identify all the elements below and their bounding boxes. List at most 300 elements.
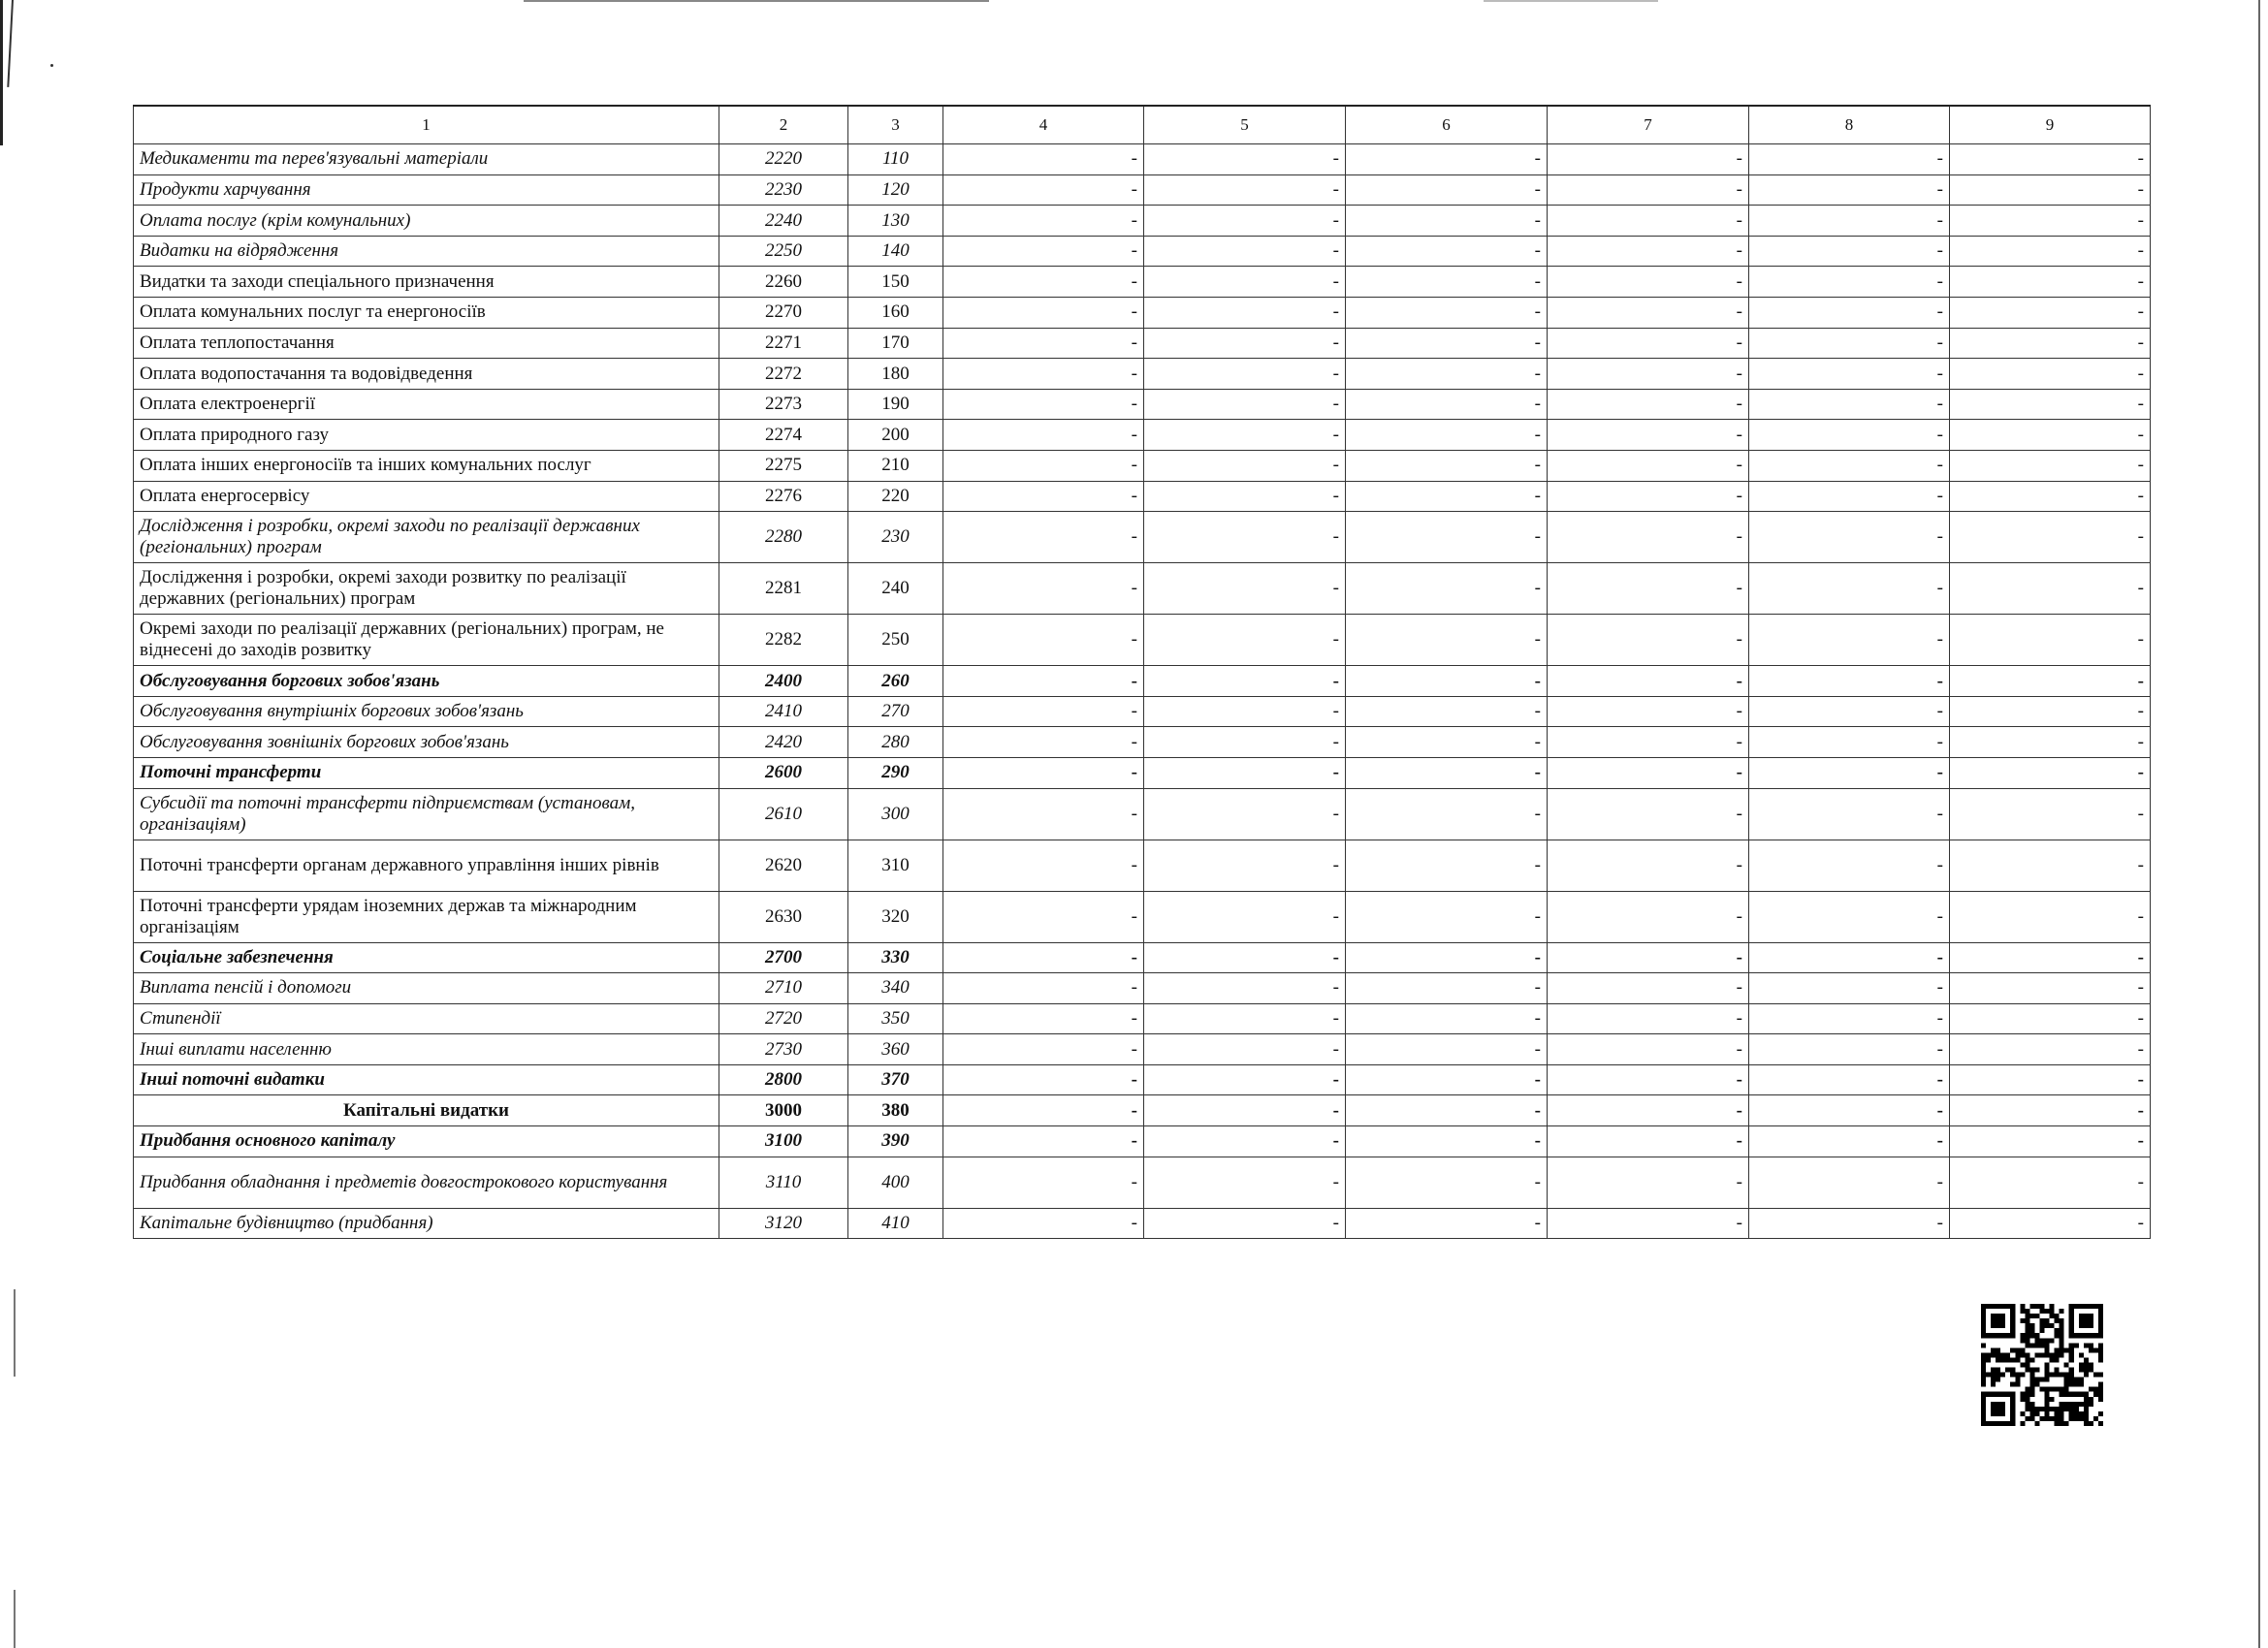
value-cell: - [1144, 615, 1346, 666]
row-code: 2270 [719, 297, 848, 328]
row-line-number: 310 [848, 840, 943, 891]
row-line-number: 340 [848, 973, 943, 1004]
value-cell: - [1144, 1208, 1346, 1239]
row-name: Дослідження і розробки, окремі заходи розвитку по реалізації державних (регіональних) програм [134, 563, 719, 615]
table-row [134, 236, 2151, 267]
row-code: 2274 [719, 420, 848, 451]
row-code: 2410 [719, 696, 848, 727]
value-cell: - [1548, 359, 1749, 390]
row-code: 2272 [719, 359, 848, 390]
row-code: 2700 [719, 942, 848, 973]
value-cell: - [1548, 840, 1749, 891]
row-line-number: 250 [848, 615, 943, 666]
value-cell: - [1950, 144, 2151, 175]
value-cell: - [1749, 840, 1950, 891]
value-cell: - [1950, 788, 2151, 840]
row-code: 2420 [719, 727, 848, 758]
value-cell: - [943, 206, 1144, 237]
value-cell: - [1144, 666, 1346, 697]
value-cell: - [1950, 420, 2151, 451]
row-name: Обслуговування зовнішніх боргових зобов'язань [134, 727, 719, 758]
scan-edge-left [0, 0, 3, 145]
table-row [134, 696, 2151, 727]
value-cell: - [1346, 942, 1548, 973]
value-cell: - [1144, 450, 1346, 481]
value-cell: - [1548, 206, 1749, 237]
table-row [134, 481, 2151, 512]
value-cell: - [1950, 174, 2151, 206]
value-cell: - [1548, 973, 1749, 1004]
value-cell: - [943, 420, 1144, 451]
value-cell: - [943, 563, 1144, 615]
value-cell: - [1346, 174, 1548, 206]
table-row [134, 1003, 2151, 1034]
table-row [134, 1034, 2151, 1065]
value-cell: - [1346, 389, 1548, 420]
table-row [134, 942, 2151, 973]
row-name: Продукти харчування [134, 174, 719, 206]
value-cell: - [943, 144, 1144, 175]
table-row [134, 512, 2151, 563]
value-cell: - [1144, 1064, 1346, 1095]
value-cell: - [1950, 1095, 2151, 1126]
value-cell: - [1548, 1157, 1749, 1208]
value-cell: - [1144, 420, 1346, 451]
value-cell: - [1749, 615, 1950, 666]
value-cell: - [1749, 481, 1950, 512]
value-cell: - [943, 1126, 1144, 1157]
table-row [134, 615, 2151, 666]
row-name: Обслуговування внутрішніх боргових зобов'язань [134, 696, 719, 727]
row-name: Соціальне забезпечення [134, 942, 719, 973]
value-cell: - [1950, 615, 2151, 666]
value-cell: - [1749, 1208, 1950, 1239]
row-name: Поточні трансферти урядам іноземних держав та міжнародним організаціям [134, 891, 719, 942]
row-code: 2275 [719, 450, 848, 481]
value-cell: - [1749, 973, 1950, 1004]
table-row [134, 297, 2151, 328]
row-name: Виплата пенсій і допомоги [134, 973, 719, 1004]
header-cell: 1 [134, 106, 719, 144]
value-cell: - [1548, 891, 1749, 942]
row-line-number: 210 [848, 450, 943, 481]
row-line-number: 380 [848, 1095, 943, 1126]
value-cell: - [1749, 328, 1950, 359]
value-cell: - [1346, 144, 1548, 175]
table-row [134, 1208, 2151, 1239]
value-cell: - [943, 1157, 1144, 1208]
value-cell: - [1346, 1208, 1548, 1239]
row-code: 2281 [719, 563, 848, 615]
value-cell: - [943, 1034, 1144, 1065]
value-cell: - [1346, 512, 1548, 563]
value-cell: - [1749, 1034, 1950, 1065]
value-cell: - [1749, 1064, 1950, 1095]
value-cell: - [943, 942, 1144, 973]
table-row [134, 359, 2151, 390]
row-line-number: 220 [848, 481, 943, 512]
value-cell: - [1548, 1034, 1749, 1065]
value-cell: - [1749, 788, 1950, 840]
value-cell: - [1144, 563, 1346, 615]
row-line-number: 270 [848, 696, 943, 727]
value-cell: - [1144, 1126, 1346, 1157]
value-cell: - [943, 267, 1144, 298]
value-cell: - [1346, 615, 1548, 666]
value-cell: - [1346, 1064, 1548, 1095]
qr-code-icon [1981, 1304, 2103, 1426]
row-line-number: 300 [848, 788, 943, 840]
scan-edge-right [2258, 0, 2260, 1648]
value-cell: - [1346, 757, 1548, 788]
value-cell: - [1749, 206, 1950, 237]
value-cell: - [1749, 1126, 1950, 1157]
value-cell: - [1346, 840, 1548, 891]
value-cell: - [943, 1208, 1144, 1239]
scan-mark [524, 0, 989, 2]
header-cell: 8 [1749, 106, 1950, 144]
value-cell: - [1950, 297, 2151, 328]
row-line-number: 360 [848, 1034, 943, 1065]
value-cell: - [1749, 359, 1950, 390]
value-cell: - [1749, 450, 1950, 481]
row-code: 2271 [719, 328, 848, 359]
row-code: 2600 [719, 757, 848, 788]
value-cell: - [1548, 450, 1749, 481]
value-cell: - [1749, 666, 1950, 697]
value-cell: - [943, 1003, 1144, 1034]
row-name: Оплата послуг (крім комунальних) [134, 206, 719, 237]
value-cell: - [1548, 1095, 1749, 1126]
value-cell: - [1950, 328, 2151, 359]
row-code: 2282 [719, 615, 848, 666]
value-cell: - [1950, 666, 2151, 697]
value-cell: - [1749, 144, 1950, 175]
table-row [134, 144, 2151, 175]
value-cell: - [1548, 236, 1749, 267]
value-cell: - [1346, 1157, 1548, 1208]
value-cell: - [1749, 1157, 1950, 1208]
header-cell: 5 [1144, 106, 1346, 144]
value-cell: - [1548, 727, 1749, 758]
value-cell: - [943, 891, 1144, 942]
value-cell: - [943, 389, 1144, 420]
value-cell: - [1346, 420, 1548, 451]
table-row [134, 563, 2151, 615]
value-cell: - [943, 359, 1144, 390]
table-row [134, 174, 2151, 206]
value-cell: - [1749, 420, 1950, 451]
header-cell: 9 [1950, 106, 2151, 144]
row-line-number: 190 [848, 389, 943, 420]
row-code: 2220 [719, 144, 848, 175]
value-cell: - [1548, 1003, 1749, 1034]
value-cell: - [943, 481, 1144, 512]
row-line-number: 230 [848, 512, 943, 563]
value-cell: - [943, 297, 1144, 328]
value-cell: - [1346, 328, 1548, 359]
row-code: 2250 [719, 236, 848, 267]
value-cell: - [1144, 236, 1346, 267]
value-cell: - [1346, 563, 1548, 615]
value-cell: - [1950, 757, 2151, 788]
value-cell: - [943, 788, 1144, 840]
scan-mark [14, 1289, 16, 1377]
row-name: Обслуговування боргових зобов'язань [134, 666, 719, 697]
row-name: Інші виплати населенню [134, 1034, 719, 1065]
row-code: 3000 [719, 1095, 848, 1126]
value-cell: - [1144, 942, 1346, 973]
value-cell: - [1749, 267, 1950, 298]
scan-speck [50, 64, 53, 67]
table-row [134, 757, 2151, 788]
value-cell: - [1346, 1034, 1548, 1065]
row-line-number: 140 [848, 236, 943, 267]
value-cell: - [1144, 891, 1346, 942]
value-cell: - [1950, 1034, 2151, 1065]
value-cell: - [1749, 563, 1950, 615]
row-name: Дослідження і розробки, окремі заходи по реалізації державних (регіональних) програм [134, 512, 719, 563]
value-cell: - [1346, 727, 1548, 758]
row-name: Придбання обладнання і предметів довгострокового користування [134, 1157, 719, 1208]
value-cell: - [1950, 942, 2151, 973]
value-cell: - [943, 973, 1144, 1004]
value-cell: - [1346, 267, 1548, 298]
value-cell: - [1144, 973, 1346, 1004]
row-code: 2400 [719, 666, 848, 697]
value-cell: - [1346, 1126, 1548, 1157]
value-cell: - [1950, 450, 2151, 481]
row-line-number: 120 [848, 174, 943, 206]
value-cell: - [943, 757, 1144, 788]
header-cell: 6 [1346, 106, 1548, 144]
row-name: Поточні трансферти [134, 757, 719, 788]
value-cell: - [1950, 359, 2151, 390]
row-name: Оплата водопостачання та водовідведення [134, 359, 719, 390]
row-name: Оплата енергосервісу [134, 481, 719, 512]
value-cell: - [1346, 450, 1548, 481]
row-line-number: 280 [848, 727, 943, 758]
row-name: Придбання основного капіталу [134, 1126, 719, 1157]
row-line-number: 350 [848, 1003, 943, 1034]
value-cell: - [1346, 1095, 1548, 1126]
value-cell: - [1548, 512, 1749, 563]
value-cell: - [1749, 1003, 1950, 1034]
value-cell: - [1950, 1208, 2151, 1239]
table-row [134, 389, 2151, 420]
table-row [134, 1064, 2151, 1095]
value-cell: - [1346, 206, 1548, 237]
row-line-number: 130 [848, 206, 943, 237]
value-cell: - [943, 512, 1144, 563]
value-cell: - [1548, 144, 1749, 175]
value-cell: - [1548, 615, 1749, 666]
value-cell: - [1548, 174, 1749, 206]
row-name: Видатки на відрядження [134, 236, 719, 267]
value-cell: - [1346, 236, 1548, 267]
value-cell: - [1950, 236, 2151, 267]
value-cell: - [943, 1095, 1144, 1126]
value-cell: - [943, 450, 1144, 481]
value-cell: - [1346, 297, 1548, 328]
row-name: Видатки та заходи спеціального призначення [134, 267, 719, 298]
value-cell: - [1144, 1095, 1346, 1126]
row-code: 2710 [719, 973, 848, 1004]
table-row [134, 788, 2151, 840]
scan-mark [1484, 0, 1658, 2]
scan-mark [14, 1590, 16, 1648]
value-cell: - [943, 840, 1144, 891]
row-line-number: 410 [848, 1208, 943, 1239]
table-row [134, 1126, 2151, 1157]
value-cell: - [1749, 727, 1950, 758]
row-name: Капітальне будівництво (придбання) [134, 1208, 719, 1239]
value-cell: - [1749, 891, 1950, 942]
value-cell: - [1548, 788, 1749, 840]
value-cell: - [1548, 666, 1749, 697]
value-cell: - [1950, 891, 2151, 942]
row-name: Оплата електроенергії [134, 389, 719, 420]
value-cell: - [1749, 696, 1950, 727]
value-cell: - [1346, 696, 1548, 727]
value-cell: - [1548, 757, 1749, 788]
value-cell: - [1144, 1034, 1346, 1065]
value-cell: - [943, 174, 1144, 206]
row-line-number: 400 [848, 1157, 943, 1208]
row-line-number: 390 [848, 1126, 943, 1157]
value-cell: - [1548, 563, 1749, 615]
row-name: Медикаменти та перев'язувальні матеріали [134, 144, 719, 175]
value-cell: - [1346, 973, 1548, 1004]
row-code: 2240 [719, 206, 848, 237]
value-cell: - [1346, 891, 1548, 942]
row-code: 2630 [719, 891, 848, 942]
value-cell: - [1950, 1126, 2151, 1157]
table-row [134, 267, 2151, 298]
value-cell: - [1950, 481, 2151, 512]
row-code: 2276 [719, 481, 848, 512]
value-cell: - [1548, 481, 1749, 512]
value-cell: - [1144, 512, 1346, 563]
value-cell: - [1950, 696, 2151, 727]
row-line-number: 160 [848, 297, 943, 328]
row-code: 2720 [719, 1003, 848, 1034]
row-name: Оплата теплопостачання [134, 328, 719, 359]
header-row [134, 106, 2151, 144]
row-code: 3110 [719, 1157, 848, 1208]
row-line-number: 290 [848, 757, 943, 788]
value-cell: - [1144, 174, 1346, 206]
value-cell: - [1950, 973, 2151, 1004]
row-line-number: 110 [848, 144, 943, 175]
value-cell: - [1346, 788, 1548, 840]
value-cell: - [1749, 389, 1950, 420]
header-cell: 3 [848, 106, 943, 144]
value-cell: - [1749, 512, 1950, 563]
value-cell: - [1548, 696, 1749, 727]
row-code: 2260 [719, 267, 848, 298]
value-cell: - [1950, 1157, 2151, 1208]
value-cell: - [943, 727, 1144, 758]
value-cell: - [1144, 481, 1346, 512]
value-cell: - [1749, 942, 1950, 973]
value-cell: - [1346, 666, 1548, 697]
value-cell: - [1548, 420, 1749, 451]
row-line-number: 330 [848, 942, 943, 973]
value-cell: - [943, 236, 1144, 267]
value-cell: - [1548, 297, 1749, 328]
value-cell: - [1144, 359, 1346, 390]
row-name: Оплата інших енергоносіїв та інших комунальних послуг [134, 450, 719, 481]
value-cell: - [1950, 563, 2151, 615]
value-cell: - [1548, 1126, 1749, 1157]
value-cell: - [1144, 1157, 1346, 1208]
value-cell: - [1548, 328, 1749, 359]
row-name: Поточні трансферти органам державного управління інших рівнів [134, 840, 719, 891]
row-name: Оплата комунальних послуг та енергоносіїв [134, 297, 719, 328]
row-name: Стипендії [134, 1003, 719, 1034]
value-cell: - [943, 1064, 1144, 1095]
row-line-number: 170 [848, 328, 943, 359]
row-code: 2730 [719, 1034, 848, 1065]
row-name: Субсидії та поточні трансферти підприємствам (установам, організаціям) [134, 788, 719, 840]
value-cell: - [1950, 389, 2151, 420]
table-row [134, 450, 2151, 481]
row-code: 2620 [719, 840, 848, 891]
table-body [134, 144, 2151, 1239]
value-cell: - [1548, 942, 1749, 973]
row-code: 2800 [719, 1064, 848, 1095]
row-name: Окремі заходи по реалізації державних (регіональних) програм, не віднесені до заходів розвитку [134, 615, 719, 666]
table-row [134, 420, 2151, 451]
value-cell: - [1144, 297, 1346, 328]
row-line-number: 260 [848, 666, 943, 697]
row-line-number: 320 [848, 891, 943, 942]
row-line-number: 240 [848, 563, 943, 615]
table-row [134, 1157, 2151, 1208]
table-row [134, 727, 2151, 758]
value-cell: - [1144, 727, 1346, 758]
table-row [134, 666, 2151, 697]
table-row [134, 328, 2151, 359]
value-cell: - [1144, 757, 1346, 788]
value-cell: - [1749, 297, 1950, 328]
value-cell: - [943, 696, 1144, 727]
row-line-number: 370 [848, 1064, 943, 1095]
row-name: Оплата природного газу [134, 420, 719, 451]
row-code: 2280 [719, 512, 848, 563]
value-cell: - [1950, 1064, 2151, 1095]
value-cell: - [1144, 328, 1346, 359]
value-cell: - [1950, 206, 2151, 237]
row-line-number: 150 [848, 267, 943, 298]
scan-mark [7, 0, 14, 87]
table-row [134, 206, 2151, 237]
value-cell: - [1144, 1003, 1346, 1034]
row-code: 3120 [719, 1208, 848, 1239]
row-line-number: 200 [848, 420, 943, 451]
table-row [134, 840, 2151, 891]
value-cell: - [1749, 236, 1950, 267]
value-cell: - [1346, 359, 1548, 390]
value-cell: - [943, 328, 1144, 359]
row-code: 2610 [719, 788, 848, 840]
table-row [134, 973, 2151, 1004]
header-cell: 7 [1548, 106, 1749, 144]
value-cell: - [1548, 389, 1749, 420]
table-row [134, 891, 2151, 942]
value-cell: - [1950, 1003, 2151, 1034]
